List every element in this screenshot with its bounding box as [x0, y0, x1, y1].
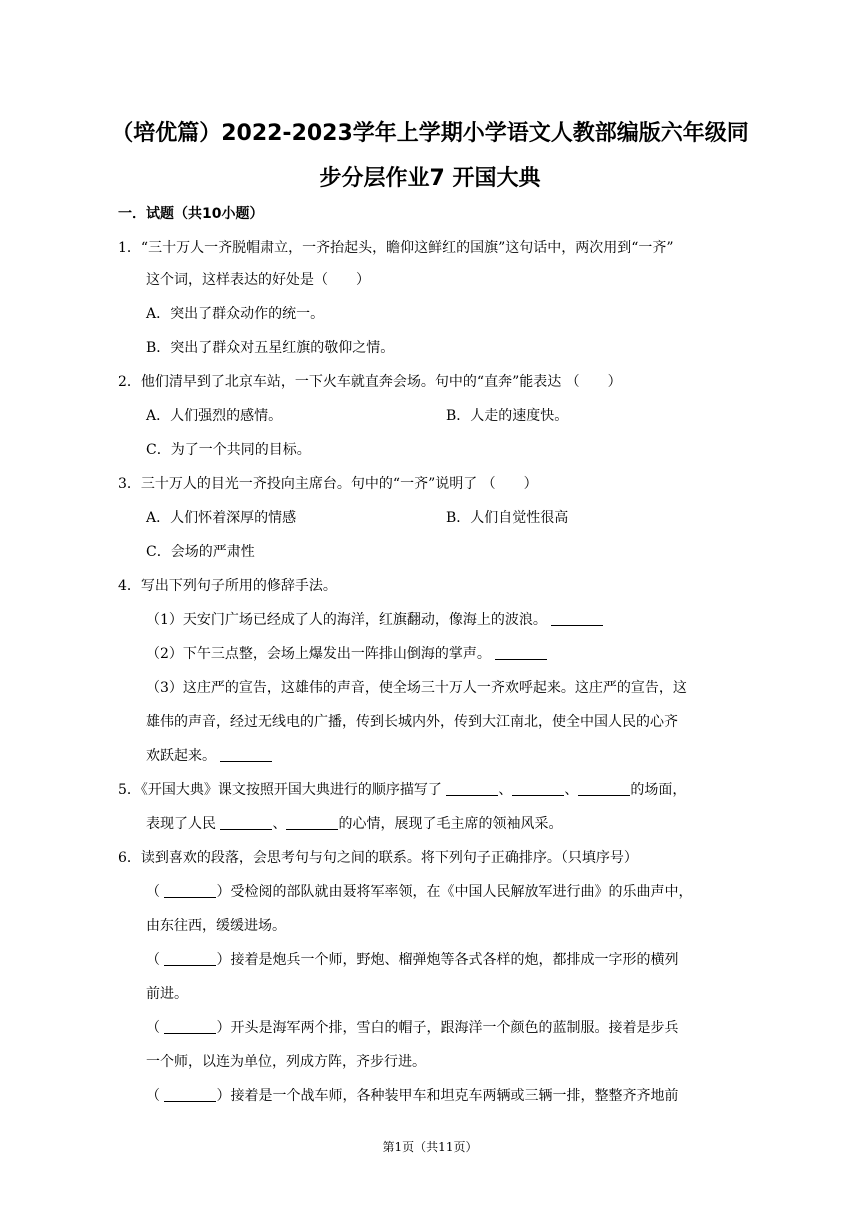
- q4-sentence-1: [146, 610, 603, 630]
- answer-blank[interactable]: [512, 781, 564, 796]
- q3-option-b: B．人们自觉性很高: [446, 510, 569, 526]
- order-blank[interactable]: [164, 1019, 216, 1034]
- section-heading: 一．试题（共10小题）: [118, 206, 264, 222]
- answer-blank[interactable]: [578, 781, 630, 796]
- q1-option-a: A．突出了群众动作的统一。: [146, 306, 325, 322]
- q5-line1-text: 5．《开国大典》课文按照开国大典进行的顺序描写了: [118, 782, 442, 798]
- q6-item-4-text: ）接着是一个战车师，各种装甲车和坦克车两辆或三辆一排，整整齐齐地前: [216, 1088, 679, 1104]
- order-blank[interactable]: [164, 883, 216, 898]
- q6-item-3-line2: 一个师，以连为单位，列成方阵，齐步行进。: [146, 1054, 426, 1070]
- q6-item-1-line1: [146, 882, 692, 902]
- q2-option-b: B．人走的速度快。: [446, 408, 569, 424]
- q4-sentence-3-line3-text: 欢跃起来。: [146, 748, 216, 764]
- q1-option-b: B．突出了群众对五星红旗的敬仰之情。: [146, 340, 395, 356]
- q6-item-2-line2: 前进。: [146, 986, 188, 1002]
- q5-line1-end: 的场面，: [630, 782, 687, 798]
- q6-item-3-text: ）开头是海军两个排，雪白的帽子，跟海洋一个颜色的蓝制服。接着是步兵: [216, 1020, 679, 1036]
- q6-item-1-line2: 由东往西，缓缓进场。: [146, 918, 286, 934]
- answer-blank[interactable]: [220, 815, 272, 830]
- q1-stem-line2: 这个词，这样表达的好处是（ ）: [146, 272, 370, 288]
- answer-blank[interactable]: [446, 781, 498, 796]
- q6-stem: 6．读到喜欢的段落，会思考句与句之间的联系。将下列句子正确排序。（只填序号）: [118, 850, 638, 866]
- open-paren: （: [146, 884, 160, 900]
- q5-line2-end: 的心情，展现了毛主席的领袖风采。: [338, 816, 563, 832]
- answer-blank[interactable]: [220, 747, 272, 762]
- q2-option-c: C．为了一个共同的目标。: [146, 442, 311, 458]
- q4-sentence-2-text: （2）下午三点整，会场上爆发出一阵排山倒海的掌声。: [146, 646, 491, 662]
- q5-separator: 、: [272, 816, 287, 832]
- q5-line2-text: 表现了人民: [146, 816, 216, 832]
- open-paren: （: [146, 1020, 160, 1036]
- q4-sentence-1-text: （1）天安门广场已经成了人的海洋，红旗翻动，像海上的波浪。: [146, 612, 547, 628]
- order-blank[interactable]: [164, 1087, 216, 1102]
- q6-item-4-line1: [146, 1086, 678, 1106]
- q6-item-3-line1: [146, 1018, 678, 1038]
- q5-line2: [146, 814, 562, 834]
- q4-sentence-2: [146, 644, 547, 664]
- q6-item-2-text: ）接着是炮兵一个师，野炮、榴弹炮等各式各样的炮，都排成一字形的横列: [216, 952, 679, 968]
- q3-option-c: C．会场的严肃性: [146, 544, 255, 560]
- page-footer: 第1页（共11页）: [382, 1140, 478, 1154]
- q3-stem: 3．三十万人的目光一齐投向主席台。句中的“一齐”说明了 （ ）: [118, 476, 538, 492]
- order-blank[interactable]: [164, 951, 216, 966]
- answer-blank[interactable]: [286, 815, 338, 830]
- q5-separator: 、: [564, 782, 579, 798]
- document-title-line2: 步分层作业7 开国大典: [319, 166, 541, 191]
- q6-item-2-line1: [146, 950, 678, 970]
- q2-stem: 2．他们清早到了北京车站，一下火车就直奔会场。句中的“直奔”能表达 （ ）: [118, 374, 622, 390]
- q2-option-a: A．人们强烈的感情。: [146, 408, 283, 424]
- q6-item-1-text: ）受检阅的部队就由聂将军率领，在《中国人民解放军进行曲》的乐曲声中，: [216, 884, 693, 900]
- open-paren: （: [146, 1088, 160, 1104]
- q4-stem: 4．写出下列句子所用的修辞手法。: [118, 578, 337, 594]
- answer-blank[interactable]: [495, 645, 547, 660]
- q4-sentence-3-line3: [146, 746, 272, 766]
- open-paren: （: [146, 952, 160, 968]
- q4-sentence-3-line1: （3）这庄严的宣告，这雄伟的声音，使全场三十万人一齐欢呼起来。这庄严的宣告，这: [146, 680, 687, 696]
- q4-sentence-3-line2: 雄伟的声音，经过无线电的广播，传到长城内外，传到大江南北，使全中国人民的心齐: [146, 714, 678, 730]
- q5-separator: 、: [498, 782, 513, 798]
- answer-blank[interactable]: [551, 611, 603, 626]
- q5-line1: [118, 780, 686, 800]
- q3-option-a: A．人们怀着深厚的情感: [146, 510, 297, 526]
- document-title-line1: （培优篇）2022-2023学年上学期小学语文人教部编版六年级同: [111, 121, 749, 146]
- q1-stem-line1: 1．“三十万人一齐脱帽肃立，一齐抬起头，瞻仰这鲜红的国旗”这句话中，两次用到“一齐”: [118, 240, 674, 256]
